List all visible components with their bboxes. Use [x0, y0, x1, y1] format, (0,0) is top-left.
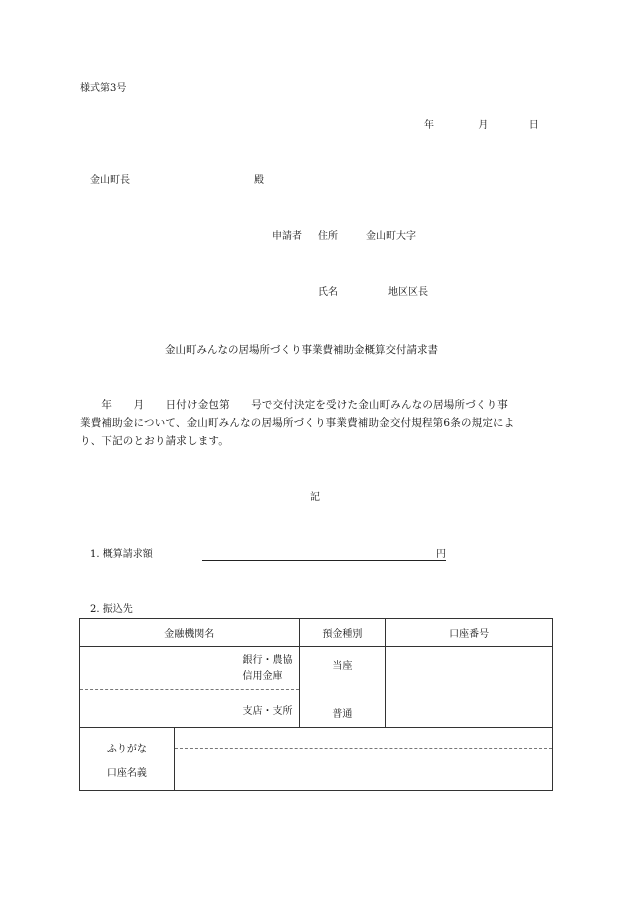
date-line [424, 119, 539, 133]
header-bank-name: 金融機関名 [80, 619, 300, 647]
header-account-number: 口座番号 [386, 619, 553, 647]
account-number-cell[interactable] [386, 647, 553, 728]
bank-types-1: 銀行・農協 [242, 655, 293, 666]
deposit-type-ordinary[interactable]: 普通 [332, 709, 353, 720]
furigana-label: ふりがな [106, 744, 147, 755]
bank-divider [80, 689, 299, 690]
branch-types: 支店・支所 [242, 706, 293, 717]
addressee-name: 金山町長 [90, 175, 130, 186]
body-line-2: 業費補助金について、金山町みんなの居場所づくり事業費補助金交付規程第6条の規定によ [80, 417, 515, 429]
ki-marker: 記 [310, 492, 320, 503]
date-month: 月 [478, 120, 489, 131]
bank-transfer-table [79, 618, 553, 791]
form-number: 様式第3号 [80, 83, 127, 94]
address-label: 住所 [318, 231, 338, 242]
bank-types-2: 信用金庫 [242, 671, 283, 682]
item2-label: 2. 振込先 [90, 604, 133, 615]
body-paragraph [80, 396, 554, 450]
name-label: 氏名 [318, 287, 338, 298]
deposit-type-current[interactable]: 当座 [332, 661, 353, 672]
item1-label: 1. 概算請求額 [90, 549, 153, 560]
body-line-1: 年 月 日付け金包第 号で交付決定を受けた金山町みんなの居場所づくり事 [80, 399, 508, 411]
deposit-type-cell[interactable] [299, 647, 386, 728]
amount-input-line[interactable] [202, 560, 446, 561]
bank-name-cell[interactable] [80, 647, 300, 728]
header-deposit-type: 預金種別 [299, 619, 386, 647]
date-year: 年 [424, 120, 434, 131]
date-day: 日 [528, 120, 539, 131]
amount-unit: 円 [436, 549, 446, 560]
account-holder-input-cell[interactable] [174, 728, 552, 791]
addressee-honorific: 殿 [254, 175, 264, 186]
account-name-label: 口座名義 [106, 768, 147, 779]
applicant-label: 申請者 [272, 231, 302, 242]
document-title: 金山町みんなの居場所づくり事業費補助金概算交付請求書 [165, 344, 438, 356]
address-value: 金山町大字 [366, 231, 416, 242]
account-holder-label-cell [80, 728, 175, 791]
furigana-divider [175, 748, 552, 749]
name-value: 地区区長 [388, 287, 428, 298]
body-line-3: り、下記のとおり請求します。 [80, 435, 229, 447]
